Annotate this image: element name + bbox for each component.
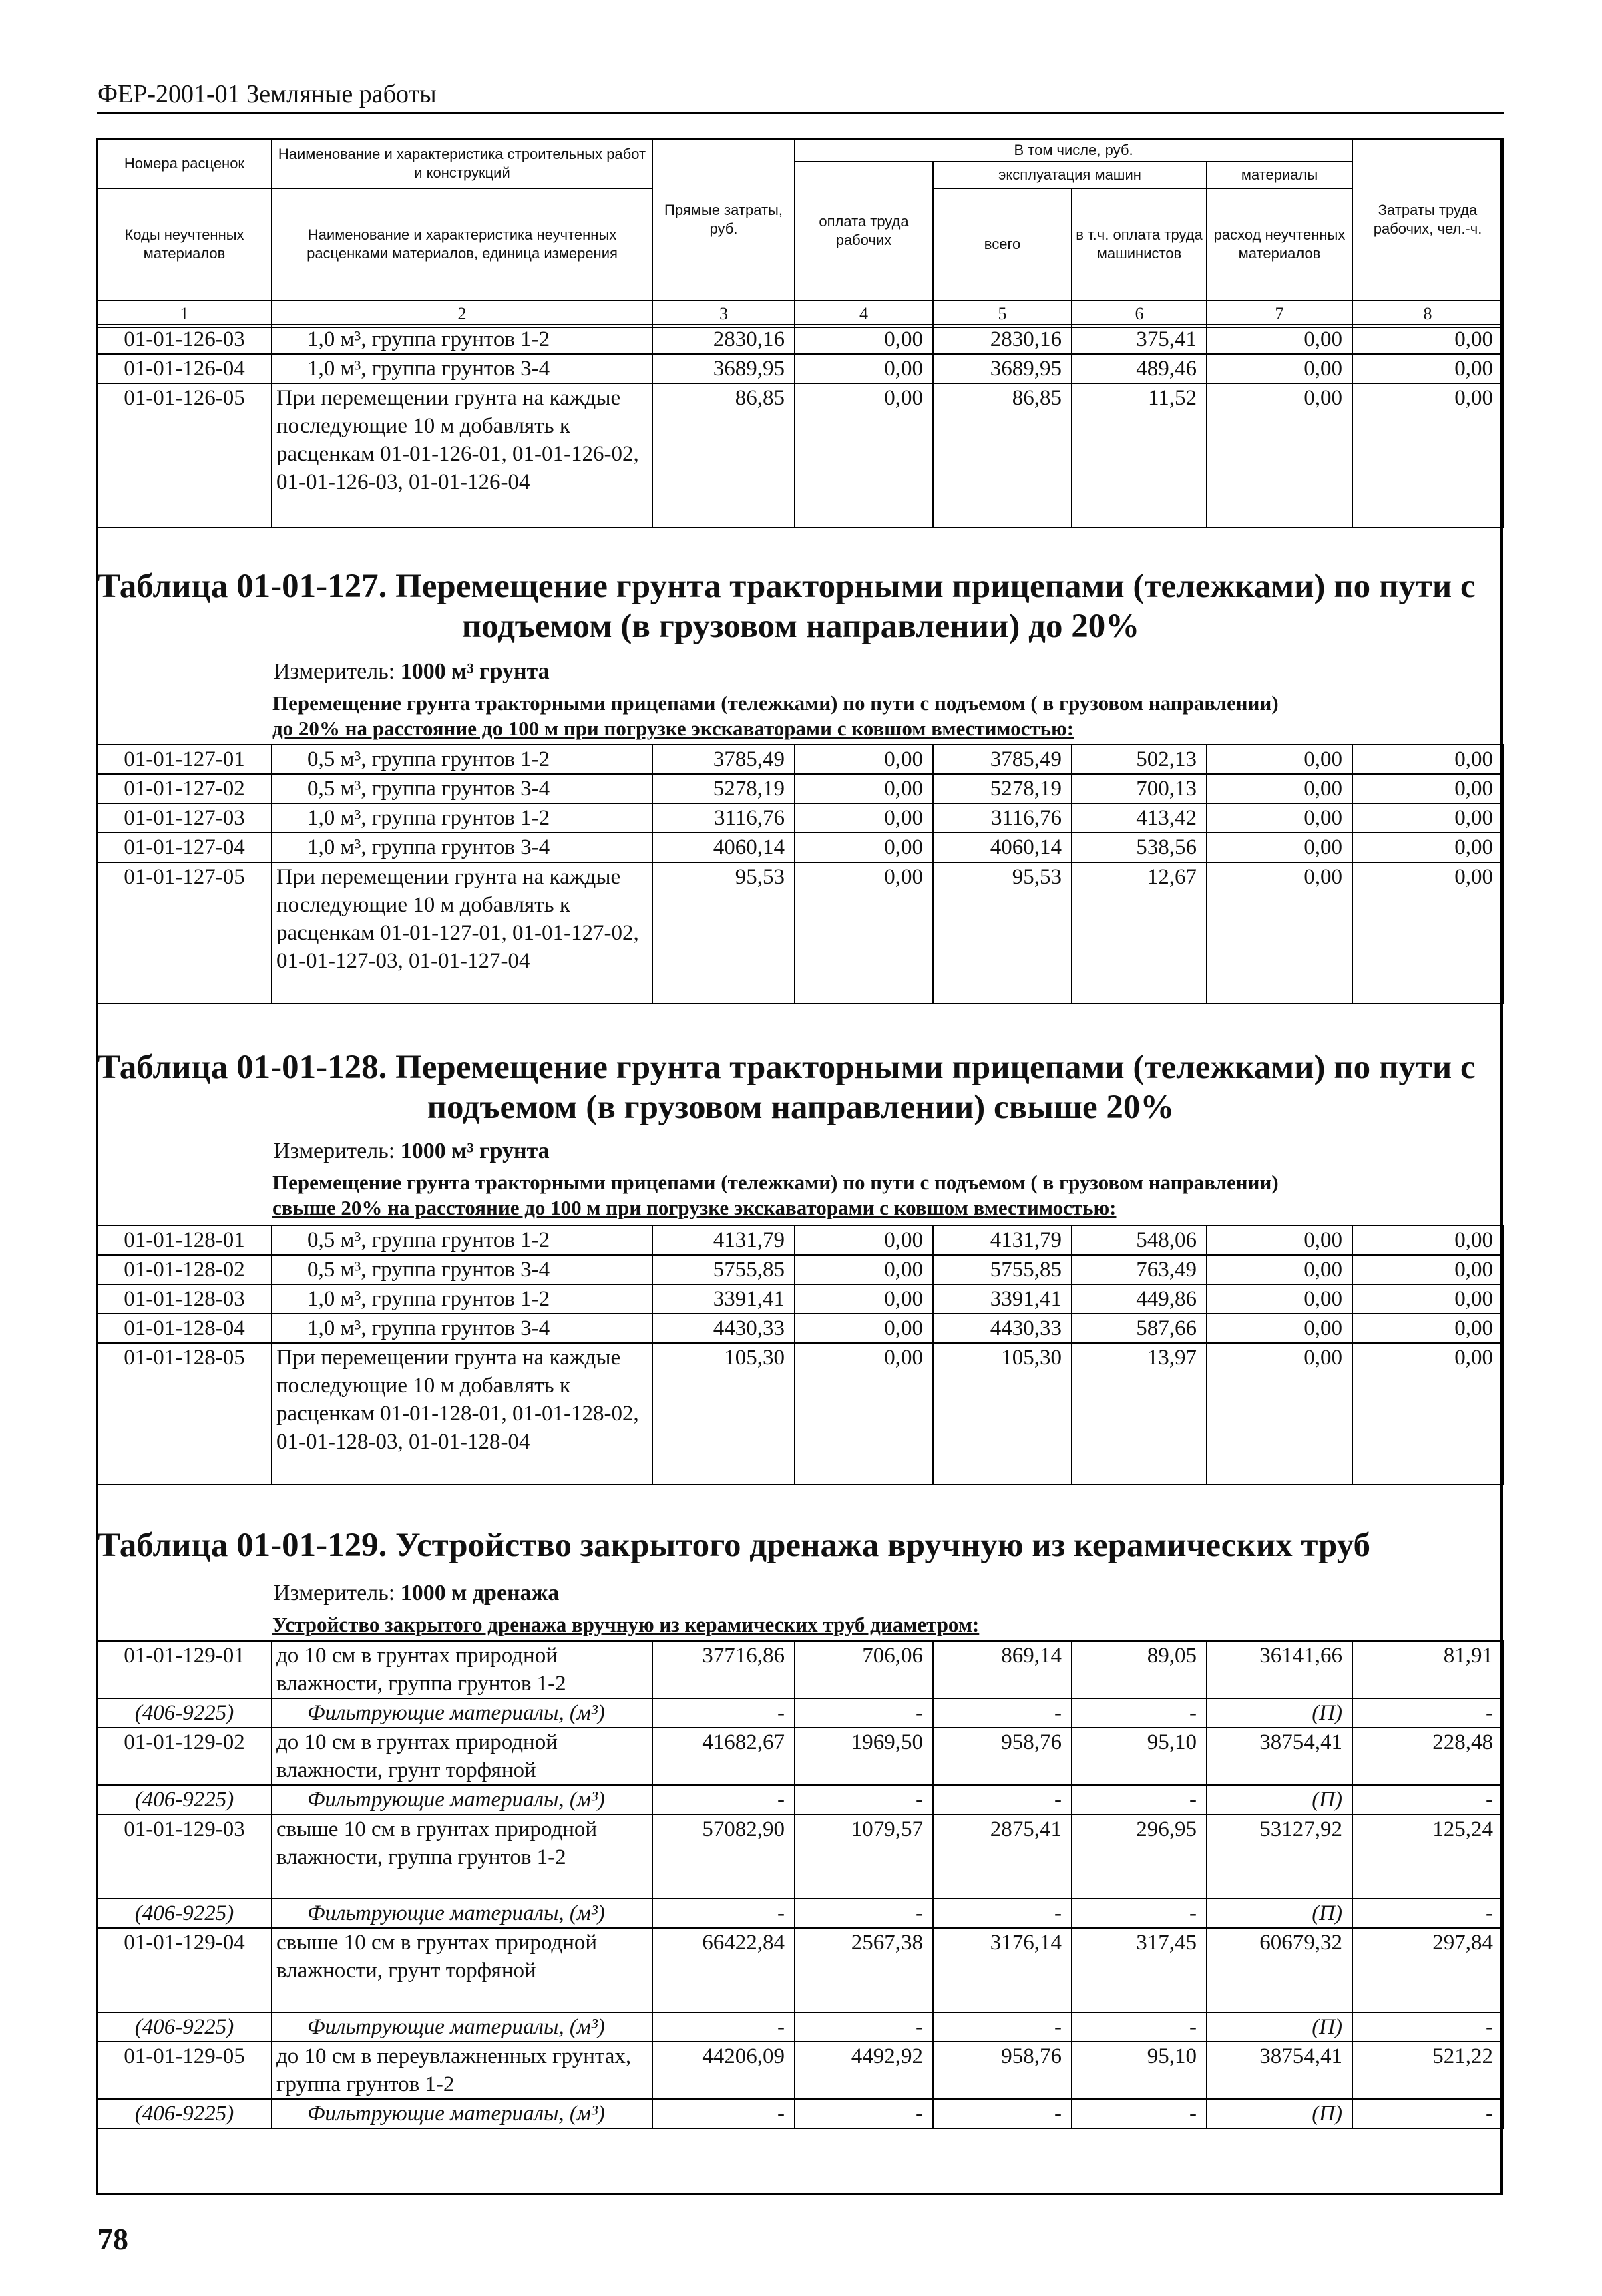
meter-label: Измеритель: [274, 659, 395, 684]
table-127-meter [274, 658, 550, 685]
direct-costs: 3785,49 [652, 745, 795, 774]
materials-cost: 0,00 [1207, 833, 1352, 862]
operator-pay: 548,06 [1072, 1225, 1207, 1255]
material-dash: - [933, 2012, 1072, 2042]
header-rate-number: Номера расценок [97, 139, 272, 188]
table-row [97, 1728, 1503, 1785]
rate-name: 1,0 м³, группа грунтов 1-2 [272, 1284, 652, 1314]
rate-code: 01-01-129-04 [97, 1928, 272, 2012]
rate-code: 01-01-127-05 [97, 862, 272, 1004]
span-heading-line1: Устройство закрытого дренажа вручную из керамических труб диаметром: [272, 1613, 980, 1636]
direct-costs: 3391,41 [652, 1284, 795, 1314]
rate-name: 0,5 м³, группа грунтов 1-2 [272, 1225, 652, 1255]
direct-costs: 86,85 [652, 383, 795, 528]
materials-cost: 60679,32 [1207, 1928, 1352, 2012]
worker-pay: 0,00 [795, 383, 933, 528]
labor-hours: 0,00 [1352, 383, 1503, 528]
materials-cost: 0,00 [1207, 383, 1352, 528]
rate-code: 01-01-127-04 [97, 833, 272, 862]
table-row [97, 1255, 1503, 1284]
labor-hours: 0,00 [1352, 1284, 1503, 1314]
rate-name: до 10 см в грунтах природной влажности, грунт торфяной [272, 1728, 652, 1785]
operator-pay: 489,46 [1072, 354, 1207, 383]
material-dash: - [1072, 2099, 1207, 2128]
labor-hours: 0,00 [1352, 1255, 1503, 1284]
worker-pay: 0,00 [795, 803, 933, 833]
table-127 [96, 744, 1504, 1004]
operator-pay: 317,45 [1072, 1928, 1207, 2012]
table-row [97, 1814, 1503, 1899]
material-dash: - [933, 1785, 1072, 1814]
rate-name: 1,0 м³, группа грунтов 3-4 [272, 354, 652, 383]
table-row [97, 383, 1503, 528]
direct-costs: 4060,14 [652, 833, 795, 862]
labor-hours: 0,00 [1352, 862, 1503, 1004]
direct-costs: 44206,09 [652, 2042, 795, 2099]
machines-total: 2875,41 [933, 1814, 1072, 1899]
worker-pay: 0,00 [795, 862, 933, 1004]
operator-pay: 538,56 [1072, 833, 1207, 862]
table-129 [96, 1640, 1504, 2129]
table-row [97, 862, 1503, 1004]
materials-cost: 53127,92 [1207, 1814, 1352, 1899]
materials-cost: 36141,66 [1207, 1641, 1352, 1698]
operator-pay: 12,67 [1072, 862, 1207, 1004]
span-heading-line1: Перемещение грунта тракторными прицепами (тележками) по пути с подъемом ( в грузовом направлении) [272, 1171, 1279, 1194]
table-row [97, 1284, 1503, 1314]
machines-total: 958,76 [933, 1728, 1072, 1785]
rate-code: 01-01-128-01 [97, 1225, 272, 1255]
material-dash: - [652, 2099, 795, 2128]
material-flag: (П) [1207, 1785, 1352, 1814]
rate-code: 01-01-127-02 [97, 774, 272, 803]
table-128-span-heading [272, 1170, 1501, 1221]
worker-pay: 1969,50 [795, 1728, 933, 1785]
table-row [97, 1928, 1503, 2012]
labor-hours: 81,91 [1352, 1641, 1503, 1698]
machines-total: 4131,79 [933, 1225, 1072, 1255]
labor-hours: 125,24 [1352, 1814, 1503, 1899]
rate-code: 01-01-128-03 [97, 1284, 272, 1314]
table-row [97, 1314, 1503, 1343]
labor-hours: 0,00 [1352, 354, 1503, 383]
meter-value: 1000 м³ грунта [400, 1139, 550, 1163]
operator-pay: 89,05 [1072, 1641, 1207, 1698]
running-head-rule [97, 112, 1504, 114]
operator-pay: 11,52 [1072, 383, 1207, 528]
operator-pay: 13,97 [1072, 1343, 1207, 1485]
rate-name: 0,5 м³, группа грунтов 1-2 [272, 745, 652, 774]
operator-pay: 95,10 [1072, 2042, 1207, 2099]
machines-total: 4430,33 [933, 1314, 1072, 1343]
table-row [97, 745, 1503, 774]
rate-name: до 10 см в переувлажненных грунтах, группа грунтов 1-2 [272, 2042, 652, 2099]
materials-cost: 0,00 [1207, 745, 1352, 774]
worker-pay: 0,00 [795, 1255, 933, 1284]
rate-code: 01-01-129-03 [97, 1814, 272, 1899]
worker-pay: 706,06 [795, 1641, 933, 1698]
labor-hours: 0,00 [1352, 774, 1503, 803]
operator-pay: 587,66 [1072, 1314, 1207, 1343]
operator-pay: 296,95 [1072, 1814, 1207, 1899]
span-heading-line2: свыше 20% на расстояние до 100 м при погрузке экскаваторами с ковшом вместимостью: [272, 1196, 1117, 1219]
materials-cost: 0,00 [1207, 325, 1352, 354]
header-operator-pay: в т.ч. оплата труда машинистов [1072, 188, 1207, 301]
header-materials: материалы [1207, 162, 1352, 188]
table-128 [96, 1225, 1504, 1485]
direct-costs: 66422,84 [652, 1928, 795, 2012]
machines-total: 95,53 [933, 862, 1072, 1004]
table-128-title [97, 1047, 1504, 1127]
span-heading-line1: Перемещение грунта тракторными прицепами (тележками) по пути с подъемом ( в грузовом направлении) [272, 691, 1279, 715]
machines-total: 3689,95 [933, 354, 1072, 383]
table-row [97, 354, 1503, 383]
machines-total: 86,85 [933, 383, 1072, 528]
worker-pay: 0,00 [795, 354, 933, 383]
table-row [97, 325, 1503, 354]
material-dash: - [652, 1785, 795, 1814]
machines-total: 5755,85 [933, 1255, 1072, 1284]
worker-pay: 4492,92 [795, 2042, 933, 2099]
machines-total: 2830,16 [933, 325, 1072, 354]
rate-code: 01-01-127-03 [97, 803, 272, 833]
table-row [97, 1343, 1503, 1485]
direct-costs: 3116,76 [652, 803, 795, 833]
meter-value: 1000 м³ грунта [400, 659, 550, 684]
materials-cost: 38754,41 [1207, 2042, 1352, 2099]
table-row [97, 1641, 1503, 1698]
rate-code: 01-01-126-05 [97, 383, 272, 528]
rate-code: 01-01-129-01 [97, 1641, 272, 1698]
direct-costs: 105,30 [652, 1343, 795, 1485]
worker-pay: 0,00 [795, 1225, 933, 1255]
operator-pay: 95,10 [1072, 1728, 1207, 1785]
materials-cost: 38754,41 [1207, 1728, 1352, 1785]
material-name: Фильтрующие материалы, (м³) [272, 2099, 652, 2128]
colnum-5: 5 [933, 301, 1072, 327]
rate-name: 0,5 м³, группа грунтов 3-4 [272, 1255, 652, 1284]
header-material-names: Наименование и характеристика неучтенных расценками материалов, единица измерения [272, 188, 652, 301]
header-direct-costs: Прямые затраты, руб. [652, 139, 795, 301]
labor-hours: 297,84 [1352, 1928, 1503, 2012]
header-machine-operation: эксплуатация машин [933, 162, 1207, 188]
material-name: Фильтрующие материалы, (м³) [272, 1698, 652, 1728]
material-name: Фильтрующие материалы, (м³) [272, 1785, 652, 1814]
labor-hours: 0,00 [1352, 833, 1503, 862]
rate-name: 0,5 м³, группа грунтов 3-4 [272, 774, 652, 803]
material-dash: - [652, 1698, 795, 1728]
table-127-title [97, 566, 1504, 646]
material-name: Фильтрующие материалы, (м³) [272, 1899, 652, 1928]
table-row [97, 2042, 1503, 2099]
colnum-1: 1 [97, 301, 272, 327]
colnum-8: 8 [1352, 301, 1503, 327]
rate-name: При перемещении грунта на каждые последующие 10 м добавлять к расценкам 01-01-128-01, 01-01-128-02, 01-01-128-03, 01-01-128-04 [272, 1343, 652, 1485]
header-machines-total: всего [933, 188, 1072, 301]
material-dash: - [795, 2012, 933, 2042]
rate-name: 1,0 м³, группа грунтов 1-2 [272, 325, 652, 354]
worker-pay: 0,00 [795, 745, 933, 774]
rate-code: 01-01-129-02 [97, 1728, 272, 1785]
machines-total: 105,30 [933, 1343, 1072, 1485]
material-row [97, 1785, 1503, 1814]
colnum-4: 4 [795, 301, 933, 327]
direct-costs: 5755,85 [652, 1255, 795, 1284]
operator-pay: 413,42 [1072, 803, 1207, 833]
material-dash: - [1352, 1698, 1503, 1728]
material-name: Фильтрующие материалы, (м³) [272, 2012, 652, 2042]
table-128-title-line1: Таблица 01-01-128. Перемещение грунта тракторными прицепами (тележками) по пути с [97, 1048, 1476, 1086]
material-dash: - [1352, 1899, 1503, 1928]
material-dash: - [1072, 1899, 1207, 1928]
direct-costs: 3689,95 [652, 354, 795, 383]
rate-code: 01-01-128-05 [97, 1343, 272, 1485]
material-dash: - [795, 2099, 933, 2128]
material-code: (406-9225) [97, 1785, 272, 1814]
material-flag: (П) [1207, 1698, 1352, 1728]
column-header-table [96, 138, 1504, 328]
machines-total: 3391,41 [933, 1284, 1072, 1314]
labor-hours: 0,00 [1352, 803, 1503, 833]
labor-hours: 521,22 [1352, 2042, 1503, 2099]
rate-name: до 10 см в грунтах природной влажности, группа грунтов 1-2 [272, 1641, 652, 1698]
rate-code: 01-01-126-03 [97, 325, 272, 354]
rate-name: При перемещении грунта на каждые последующие 10 м добавлять к расценкам 01-01-126-01, 01-01-126-02, 01-01-126-03, 01-01-126-04 [272, 383, 652, 528]
material-flag: (П) [1207, 1899, 1352, 1928]
materials-cost: 0,00 [1207, 1225, 1352, 1255]
rate-code: 01-01-129-05 [97, 2042, 272, 2099]
table-row [97, 803, 1503, 833]
table-row [97, 833, 1503, 862]
labor-hours: 0,00 [1352, 325, 1503, 354]
table-128-title-line2: подъемом (в грузовом направлении) свыше 20% [427, 1089, 1175, 1126]
meter-label: Измеритель: [274, 1581, 395, 1605]
material-flag: (П) [1207, 2099, 1352, 2128]
span-heading-line2: до 20% на расстояние до 100 м при погрузке экскаваторами с ковшом вместимостью: [272, 717, 1074, 740]
table-row [97, 774, 1503, 803]
direct-costs: 57082,90 [652, 1814, 795, 1899]
material-dash: - [1352, 2012, 1503, 2042]
rate-name: свыше 10 см в грунтах природной влажности, грунт торфяной [272, 1928, 652, 2012]
table-126 [96, 324, 1504, 528]
machines-total: 4060,14 [933, 833, 1072, 862]
materials-cost: 0,00 [1207, 1284, 1352, 1314]
material-code: (406-9225) [97, 1899, 272, 1928]
material-row [97, 2012, 1503, 2042]
table-127-span-heading [272, 691, 1501, 741]
colnum-6: 6 [1072, 301, 1207, 327]
materials-cost: 0,00 [1207, 774, 1352, 803]
material-dash: - [1072, 1785, 1207, 1814]
material-flag: (П) [1207, 2012, 1352, 2042]
rate-name: свыше 10 см в грунтах природной влажности, группа грунтов 1-2 [272, 1814, 652, 1899]
header-material-codes: Коды неучтенных материалов [97, 188, 272, 301]
materials-cost: 0,00 [1207, 354, 1352, 383]
worker-pay: 0,00 [795, 1314, 933, 1343]
material-dash: - [933, 2099, 1072, 2128]
material-row [97, 1698, 1503, 1728]
table-129-span-heading [272, 1612, 1501, 1638]
header-labor-hours: Затраты труда рабочих, чел.-ч. [1352, 139, 1503, 301]
material-dash: - [795, 1899, 933, 1928]
materials-cost: 0,00 [1207, 803, 1352, 833]
table-row [97, 1225, 1503, 1255]
direct-costs: 95,53 [652, 862, 795, 1004]
labor-hours: 0,00 [1352, 1225, 1503, 1255]
worker-pay: 0,00 [795, 1343, 933, 1485]
machines-total: 3176,14 [933, 1928, 1072, 2012]
material-dash: - [1072, 2012, 1207, 2042]
direct-costs: 37716,86 [652, 1641, 795, 1698]
worker-pay: 0,00 [795, 325, 933, 354]
machines-total: 958,76 [933, 2042, 1072, 2099]
operator-pay: 502,13 [1072, 745, 1207, 774]
machines-total: 3116,76 [933, 803, 1072, 833]
materials-cost: 0,00 [1207, 1314, 1352, 1343]
material-dash: - [795, 1698, 933, 1728]
material-code: (406-9225) [97, 2012, 272, 2042]
meter-value: 1000 м дренажа [400, 1581, 560, 1605]
rate-code: 01-01-126-04 [97, 354, 272, 383]
colnum-2: 2 [272, 301, 652, 327]
worker-pay: 0,00 [795, 1284, 933, 1314]
rate-name: При перемещении грунта на каждые последующие 10 м добавлять к расценкам 01-01-127-01, 01-01-127-02, 01-01-127-03, 01-01-127-04 [272, 862, 652, 1004]
material-code: (406-9225) [97, 1698, 272, 1728]
machines-total: 869,14 [933, 1641, 1072, 1698]
worker-pay: 0,00 [795, 833, 933, 862]
direct-costs: 41682,67 [652, 1728, 795, 1785]
worker-pay: 0,00 [795, 774, 933, 803]
labor-hours: 228,48 [1352, 1728, 1503, 1785]
rate-code: 01-01-128-02 [97, 1255, 272, 1284]
table-129-meter [274, 1580, 559, 1607]
worker-pay: 2567,38 [795, 1928, 933, 2012]
table-128-meter [274, 1138, 550, 1165]
material-dash: - [652, 2012, 795, 2042]
machines-total: 3785,49 [933, 745, 1072, 774]
labor-hours: 0,00 [1352, 745, 1503, 774]
material-dash: - [1072, 1698, 1207, 1728]
material-dash: - [795, 1785, 933, 1814]
labor-hours: 0,00 [1352, 1314, 1503, 1343]
table-127-title-line2: подъемом (в грузовом направлении) до 20% [461, 608, 1140, 645]
material-dash: - [1352, 1785, 1503, 1814]
labor-hours: 0,00 [1352, 1343, 1503, 1485]
direct-costs: 4430,33 [652, 1314, 795, 1343]
header-work-name: Наименование и характеристика строительных работ и конструкций [272, 139, 652, 188]
colnum-7: 7 [1207, 301, 1352, 327]
header-incl-group: В том числе, руб. [795, 139, 1352, 162]
operator-pay: 449,86 [1072, 1284, 1207, 1314]
worker-pay: 1079,57 [795, 1814, 933, 1899]
direct-costs: 5278,19 [652, 774, 795, 803]
rate-name: 1,0 м³, группа грунтов 3-4 [272, 1314, 652, 1343]
material-code: (406-9225) [97, 2099, 272, 2128]
header-worker-pay: оплата труда рабочих [795, 162, 933, 301]
rate-name: 1,0 м³, группа грунтов 3-4 [272, 833, 652, 862]
materials-cost: 0,00 [1207, 1255, 1352, 1284]
materials-cost: 0,00 [1207, 862, 1352, 1004]
direct-costs: 2830,16 [652, 325, 795, 354]
operator-pay: 763,49 [1072, 1255, 1207, 1284]
colnum-3: 3 [652, 301, 795, 327]
operator-pay: 375,41 [1072, 325, 1207, 354]
material-row [97, 1899, 1503, 1928]
rate-code: 01-01-128-04 [97, 1314, 272, 1343]
direct-costs: 4131,79 [652, 1225, 795, 1255]
table-127-title-line1: Таблица 01-01-127. Перемещение грунта тракторными прицепами (тележками) по пути с [97, 568, 1476, 605]
machines-total: 5278,19 [933, 774, 1072, 803]
material-dash: - [933, 1899, 1072, 1928]
rate-name: 1,0 м³, группа грунтов 1-2 [272, 803, 652, 833]
page-number: 78 [97, 2222, 128, 2256]
table-129-title: Таблица 01-01-129. Устройство закрытого дренажа вручную из керамических труб [97, 1527, 1371, 1564]
material-row [97, 2099, 1503, 2128]
rate-code: 01-01-127-01 [97, 745, 272, 774]
materials-cost: 0,00 [1207, 1343, 1352, 1485]
material-dash: - [933, 1698, 1072, 1728]
operator-pay: 700,13 [1072, 774, 1207, 803]
running-head: ФЕР-2001-01 Земляные работы [97, 80, 437, 108]
header-unaccounted-materials: расход неучтенных материалов [1207, 188, 1352, 301]
material-dash: - [1352, 2099, 1503, 2128]
material-dash: - [652, 1899, 795, 1928]
meter-label: Измеритель: [274, 1139, 395, 1163]
